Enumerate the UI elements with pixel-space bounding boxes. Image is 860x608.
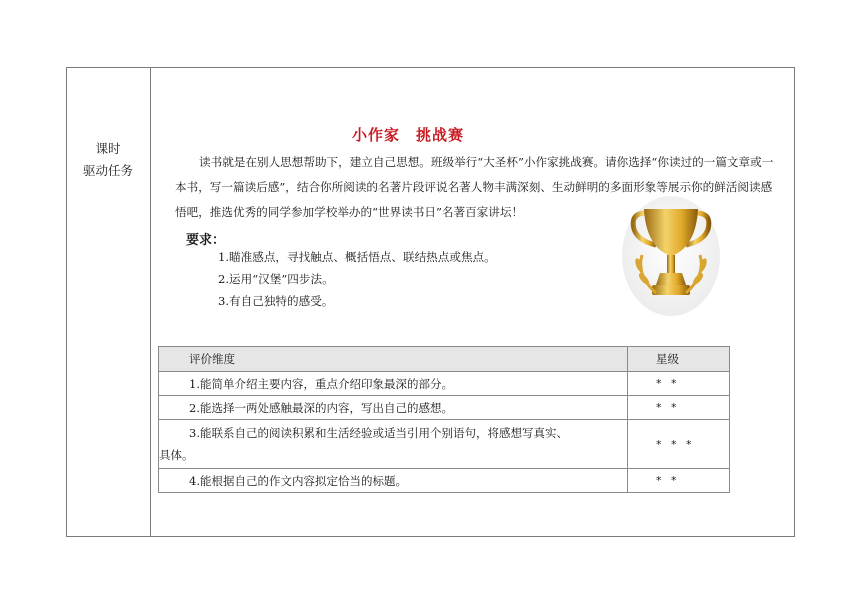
requirement-item-3: 3.有自己独特的感受。 [218,294,334,308]
table-header-row [159,347,730,372]
criterion-cell: 2.能选择一两处感触最深的内容，写出自己的感想。 [159,396,628,420]
criterion-cell: 1.能简单介绍主要内容，重点介绍印象最深的部分。 [159,372,628,396]
table-row [159,420,730,469]
stars-cell: * * * [628,420,730,469]
table-row [159,396,730,420]
page-title: 小作家 挑战赛 [352,126,465,144]
criterion-cell [159,420,628,469]
stars-cell: * * [628,372,730,396]
criterion-line-1: 3.能联系自己的阅读积累和生活经验或适当引用个别语句，将感想写真实、 [189,426,568,440]
stars-cell: * * [628,469,730,493]
header-criterion: 评价维度 [159,347,628,372]
left-label-task: 驱动任务 [82,163,133,178]
table-row [159,372,730,396]
stars-cell: * * [628,396,730,420]
evaluation-table [158,346,730,493]
requirements-heading: 要求： [186,233,226,248]
gold-trophy-icon [622,195,720,317]
column-divider [150,67,151,537]
header-stars: 星级 [628,347,730,372]
requirement-item-1: 1.瞄准感点，寻找触点、概括悟点、联结热点或焦点。 [218,250,496,264]
criterion-cell: 4.能根据自己的作文内容拟定恰当的标题。 [159,469,628,493]
criterion-line-2: 具体。 [159,448,194,462]
left-label-lesson: 课时 [95,141,121,156]
intro-text: 读书就是在别人思想帮助下，建立自己思想。班级举行“大圣杯”小作家挑战赛。请你选择“你读过的一篇文章或一本书，写一篇读后感”，结合你所阅读的名著片段评说名著人物丰满深刻、生动鲜明的多面形象等展示你的鲜活阅读感悟吧，推选优秀的同学参加学校举办的“世界读书日”名著百家讲坛！ [175,155,774,219]
table-row [159,469,730,493]
requirement-item-2: 2.运用“汉堡”四步法。 [218,272,334,286]
